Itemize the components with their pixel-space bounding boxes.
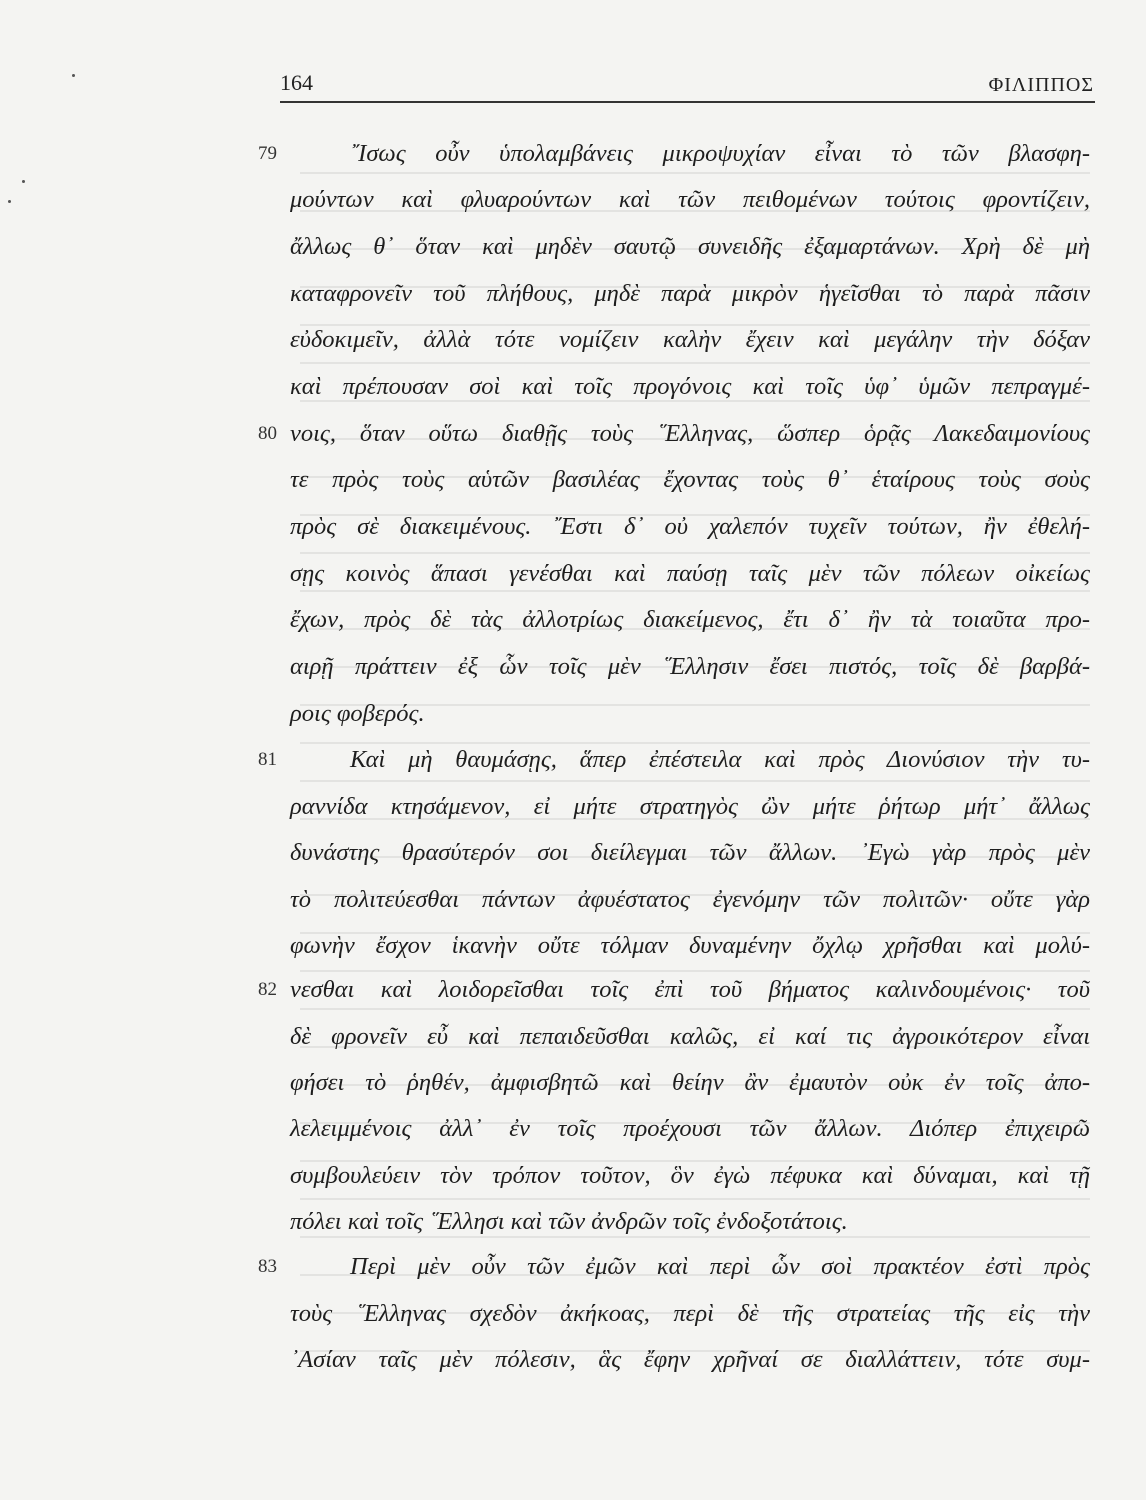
text-line: δυνάστης θρασύτερόν σοι διείλεγμαι τῶν ἄλλων. ᾽Εγὼ γὰρ πρὸς μὲν [290,839,1090,866]
text-line: νεσθαι καὶ λοιδορεῖσθαι τοῖς ἐπὶ τοῦ βήματος καλινδουμένοις· τοῦ [290,976,1090,1003]
section-number: 83 [258,1256,277,1277]
text-line: ἔχων, πρὸς δὲ τὰς ἀλλοτρίως διακείμενος, ἔτι δ᾽ ἢν τὰ τοιαῦτα προ- [290,606,1090,633]
page-number: 164 [280,70,313,95]
section-number: 80 [258,423,277,444]
text-line: πρὸς σὲ διακειμένους. ῎Εστι δ᾽ οὐ χαλεπόν τυχεῖν τούτων, ἢν ἐθελή- [290,513,1090,540]
text-line: καὶ πρέπουσαν σοὶ καὶ τοῖς προγόνοις καὶ τοῖς ὑφ᾽ ὑμῶν πεπραγμέ- [290,373,1090,400]
text-line: σῃς κοινὸς ἅπασι γενέσθαι καὶ παύσῃ ταῖς μὲν τῶν πόλεων οἰκείως [290,560,1090,587]
text-line: τοὺς ῞Ελληνας σχεδὸν ἀκήκοας, περὶ δὲ τῆς στρατείας τῆς εἰς τὴν [290,1300,1090,1327]
section-number: 82 [258,979,277,1000]
text-line: φωνὴν ἔσχον ἱκανὴν οὔτε τόλμαν δυναμένην ὄχλῳ χρῆσθαι καὶ μολύ- [290,932,1090,959]
text-line: μούντων καὶ φλυαρούντων καὶ τῶν πειθομένων τούτοις φροντίζειν, [290,186,1090,213]
text-line: ᾽Ασίαν ταῖς μὲν πόλεσιν, ἃς ἔφην χρῆναί σε διαλλάττειν, τότε συμ- [290,1346,1090,1373]
text-line: Περὶ μὲν οὖν τῶν ἐμῶν καὶ περὶ ὧν σοὶ πρακτέον ἐστὶ πρὸς [350,1253,1090,1280]
text-line: αιρῇ πράττειν ἐξ ὧν τοῖς μὲν ῞Ελλησιν ἔσει πιστός, τοῖς δὲ βαρβά- [290,653,1090,680]
paper-speck [8,200,11,203]
text-line: Καὶ μὴ θαυμάσῃς, ἅπερ ἐπέστειλα καὶ πρὸς Διονύσιον τὴν τυ- [350,746,1090,773]
running-title: ΦΙΛΙΠΠΟΣ [988,74,1094,96]
paper-speck [22,180,25,183]
text-line: λελειμμένοις ἀλλ᾽ ἐν τοῖς προέχουσι τῶν ἄλλων. Διόπερ ἐπιχειρῶ [290,1115,1090,1142]
text-line: ροις φοβερός. [290,700,425,727]
text-line: φήσει τὸ ῥηθέν, ἀμφισβητῶ καὶ θείην ἂν ἐμαυτὸν οὐκ ἐν τοῖς ἀπο- [290,1069,1090,1096]
text-line: πόλει καὶ τοῖς ῞Ελλησι καὶ τῶν ἀνδρῶν τοῖς ἐνδοξοτάτοις. [290,1208,848,1235]
section-number: 79 [258,143,277,164]
header-rule [280,101,1095,103]
text-line: τὸ πολιτεύεσθαι πάντων ἀφυέστατος ἐγενόμην τῶν πολιτῶν· οὔτε γὰρ [290,886,1090,913]
text-line: τε πρὸς τοὺς αὑτῶν βασιλέας ἔχοντας τοὺς θ᾽ ἑταίρους τοὺς σοὺς [290,466,1090,493]
text-line: καταφρονεῖν τοῦ πλήθους, μηδὲ παρὰ μικρὸν ἡγεῖσθαι τὸ παρὰ πᾶσιν [290,280,1090,307]
text-line: ἄλλως θ᾽ ὅταν καὶ μηδὲν σαυτῷ συνειδῆς ἐξαμαρτάνων. Χρὴ δὲ μὴ [290,233,1090,260]
section-number: 81 [258,749,277,770]
text-line: εὐδοκιμεῖν, ἀλλὰ τότε νομίζειν καλὴν ἔχειν καὶ μεγάλην τὴν δόξαν [290,326,1090,353]
text-line: δὲ φρονεῖν εὖ καὶ πεπαιδεῦσθαι καλῶς, εἰ καί τις ἀγροικότερον εἶναι [290,1023,1090,1050]
text-line: νοις, ὅταν οὕτω διαθῇς τοὺς ῞Ελληνας, ὥσπερ ὁρᾷς Λακεδαιμονίους [290,420,1090,447]
text-line: ῎Ισως οὖν ὑπολαμβάνεις μικροψυχίαν εἶναι τὸ τῶν βλασφη- [350,140,1090,167]
text-line: ραννίδα κτησάμενον, εἰ μήτε στρατηγὸς ὢν μήτε ῥήτωρ μήτ᾽ ἄλλως [290,793,1090,820]
paper-speck [72,74,75,77]
text-line: συμβουλεύειν τὸν τρόπον τοῦτον, ὃν ἐγὼ πέφυκα καὶ δύναμαι, καὶ τῇ [290,1162,1090,1189]
